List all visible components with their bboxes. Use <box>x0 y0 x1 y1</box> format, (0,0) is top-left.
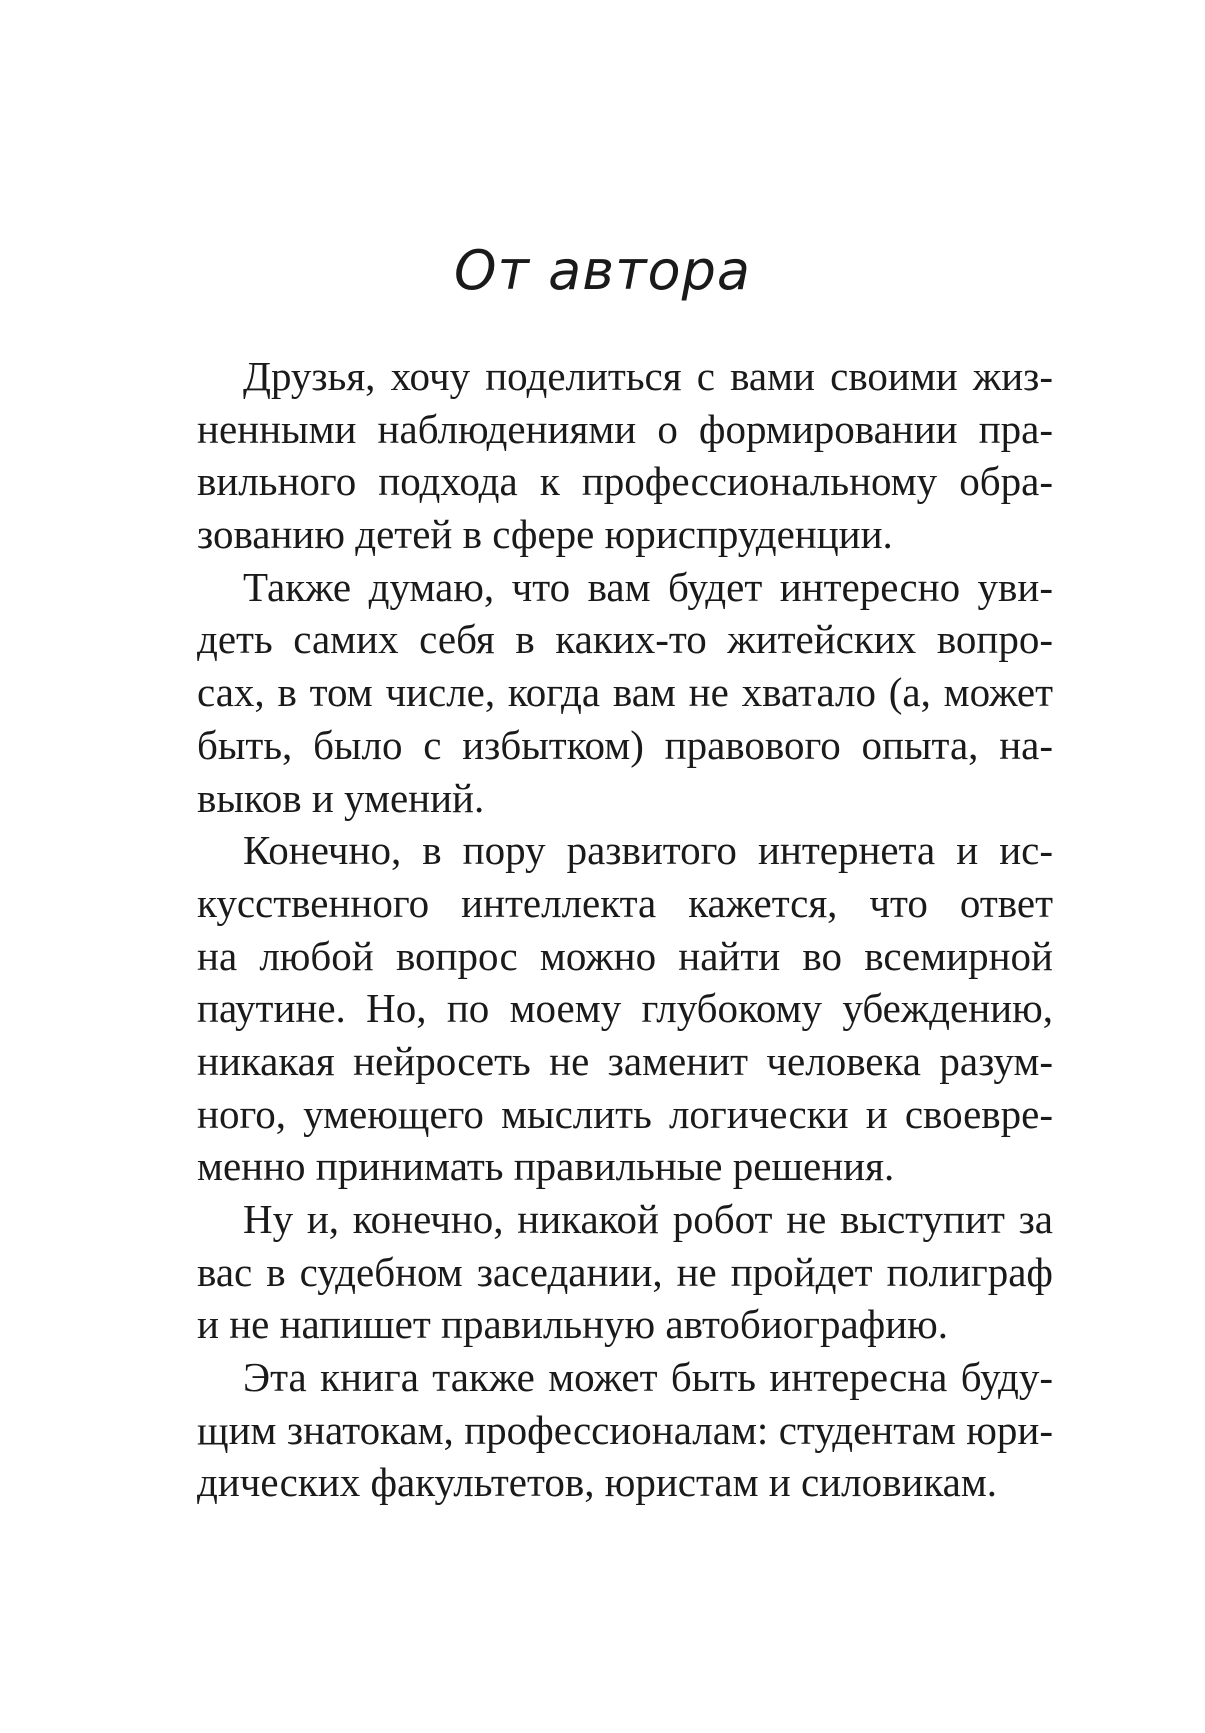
text-line: Также думаю, что вам будет интересно уви- <box>243 563 1053 610</box>
text-line: зованию детей в сфере юриспруденции. <box>197 511 893 558</box>
text-line: Друзья, хочу поделиться с вами своими жиз- <box>243 353 1053 399</box>
text-line: сах, в том числе, когда вам не хватало (а, может <box>197 669 1053 716</box>
text-line: никакая нейросеть не заменит человека разум- <box>197 1037 1053 1084</box>
text-line: быть, было с избытком) правового опыта, на- <box>197 721 1053 768</box>
text-line: на любой вопрос можно найти во всемирной <box>197 932 1053 979</box>
text-line: ного, умеющего мыслить логически и своевре- <box>197 1090 1053 1137</box>
paragraph-5 <box>197 1351 1053 1509</box>
paragraph-1 <box>197 350 1053 561</box>
text-line: дических факультетов, юристам и силовикам. <box>197 1459 998 1506</box>
paragraph-4 <box>197 1193 1053 1351</box>
text-line: и не напишет правильную автобиографию. <box>197 1301 949 1348</box>
text-line: деть самих себя в каких-то житейских вопро- <box>197 616 1053 663</box>
text-line: вас в судебном заседании, не пройдет полиграф <box>197 1248 1053 1295</box>
text-line: Эта книга также может быть интересна буду- <box>243 1354 1053 1401</box>
chapter-title: От автора <box>454 239 751 302</box>
text-line: вильного подхода к профессиональному обра- <box>197 458 1053 505</box>
paragraph-2 <box>197 561 1053 824</box>
body-text <box>197 350 1053 1509</box>
text-line: щим знатокам, профессионалам: студентам юри- <box>197 1406 1053 1453</box>
text-line: кусственного интеллекта кажется, что ответ <box>197 879 1053 926</box>
text-line: паутине. Но, по моему глубокому убеждению, <box>197 985 1053 1032</box>
text-line: Конечно, в пору развитого интернета и ис- <box>243 827 1053 874</box>
text-line: ненными наблюдениями о формировании пра- <box>197 405 1053 452</box>
text-line: менно принимать правильные решения. <box>197 1143 895 1190</box>
paragraph-3 <box>197 824 1053 1193</box>
text-line: Ну и, конечно, никакой робот не выступит за <box>243 1196 1053 1242</box>
text-line: выков и умений. <box>197 774 485 821</box>
